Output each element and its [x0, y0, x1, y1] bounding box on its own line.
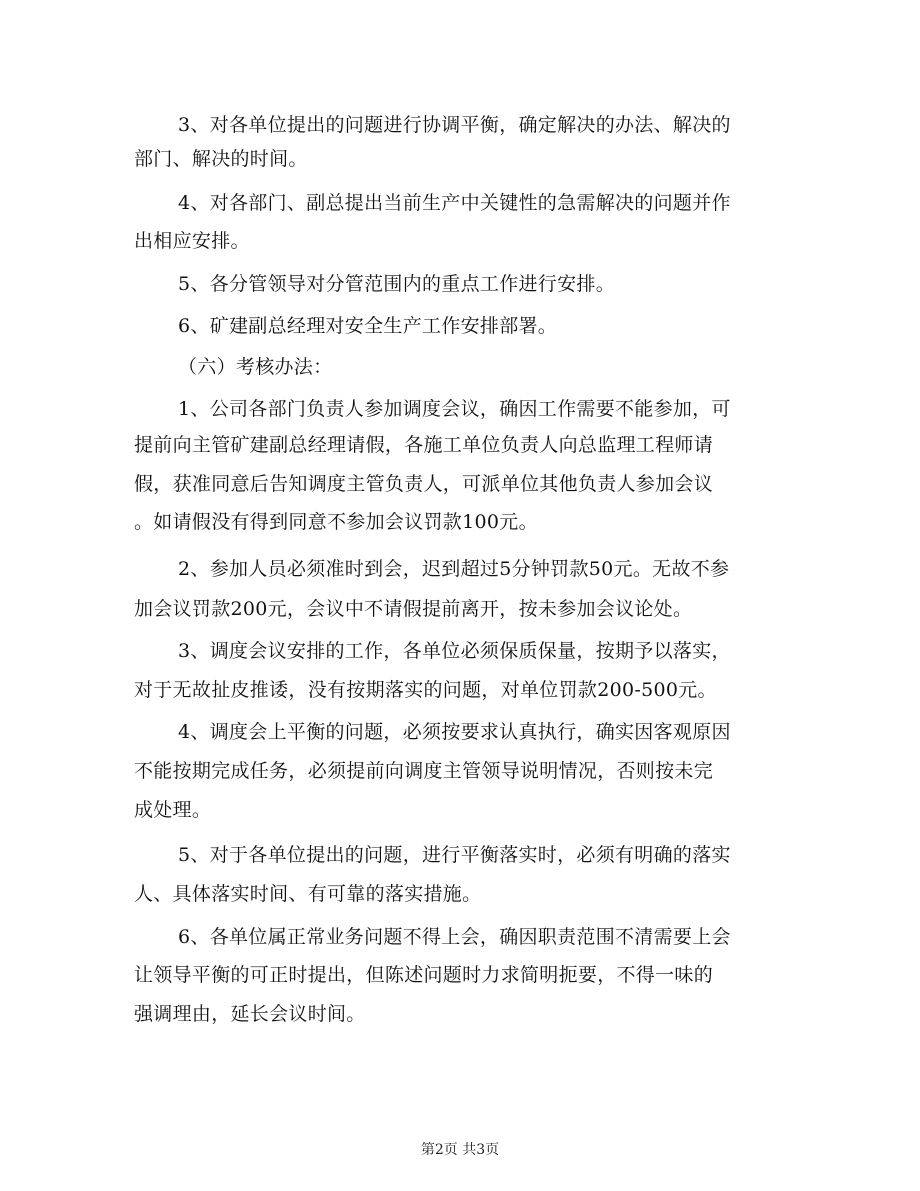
text-line: 人、具体落实时间、有可靠的落实措施。 [134, 883, 482, 905]
text-line: 6、各单位属正常业务问题不得上会，确因职责范围不清需要上会 [178, 926, 731, 948]
text-line: 3、调度会议安排的工作，各单位必须保质保量，按期予以落实， [178, 640, 731, 662]
text-line: 对于无故扯皮推诿，没有按期落实的问题，对单位罚款200-500元。 [134, 679, 717, 701]
section-heading: （六）考核办法： [178, 356, 333, 378]
text-line: 部门、解决的时间。 [134, 148, 308, 170]
text-line: 6、矿建副总经理对安全生产工作安排部署。 [178, 315, 558, 337]
text-line: 3、对各单位提出的问题进行协调平衡，确定解决的办法、解决的 [178, 114, 731, 136]
text-line: 4、调度会上平衡的问题，必须按要求认真执行，确实因客观原因 [178, 721, 731, 743]
text-line: 加会议罚款200元，会议中不请假提前离开，按未参加会议论处。 [134, 598, 693, 620]
text-line: 提前向主管矿建副总经理请假，各施工单位负责人向总监理工程师请 [134, 434, 714, 456]
text-line: 5、对于各单位提出的问题，进行平衡落实时，必须有明确的落实 [178, 844, 731, 866]
text-line: 不能按期完成任务，必须提前向调度主管领导说明情况，否则按未完 [134, 760, 714, 782]
text-line: 4、对各部门、副总提出当前生产中关键性的急需解决的问题并作 [178, 192, 731, 214]
text-line: 成处理。 [134, 799, 212, 821]
text-line: 1、公司各部门负责人参加调度会议，确因工作需要不能参加，可 [178, 398, 731, 420]
page-number: 第2页 共3页 [420, 1142, 500, 1158]
text-line: 。如请假没有得到同意不参加会议罚款100元。 [134, 511, 538, 533]
text-line: 5、各分管领导对分管范围内的重点工作进行安排。 [178, 273, 615, 295]
text-line: 假，获准同意后告知调度主管负责人，可派单位其他负责人参加会议 [134, 473, 714, 495]
text-line: 2、参加人员必须准时到会，迟到超过5分钟罚款50元。无故不参 [178, 558, 730, 580]
text-line: 让领导平衡的可正时提出，但陈述问题时力求简明扼要，不得一味的 [134, 964, 714, 986]
text-line: 强调理由，延长会议时间。 [134, 1003, 366, 1025]
text-line: 出相应安排。 [134, 230, 250, 252]
